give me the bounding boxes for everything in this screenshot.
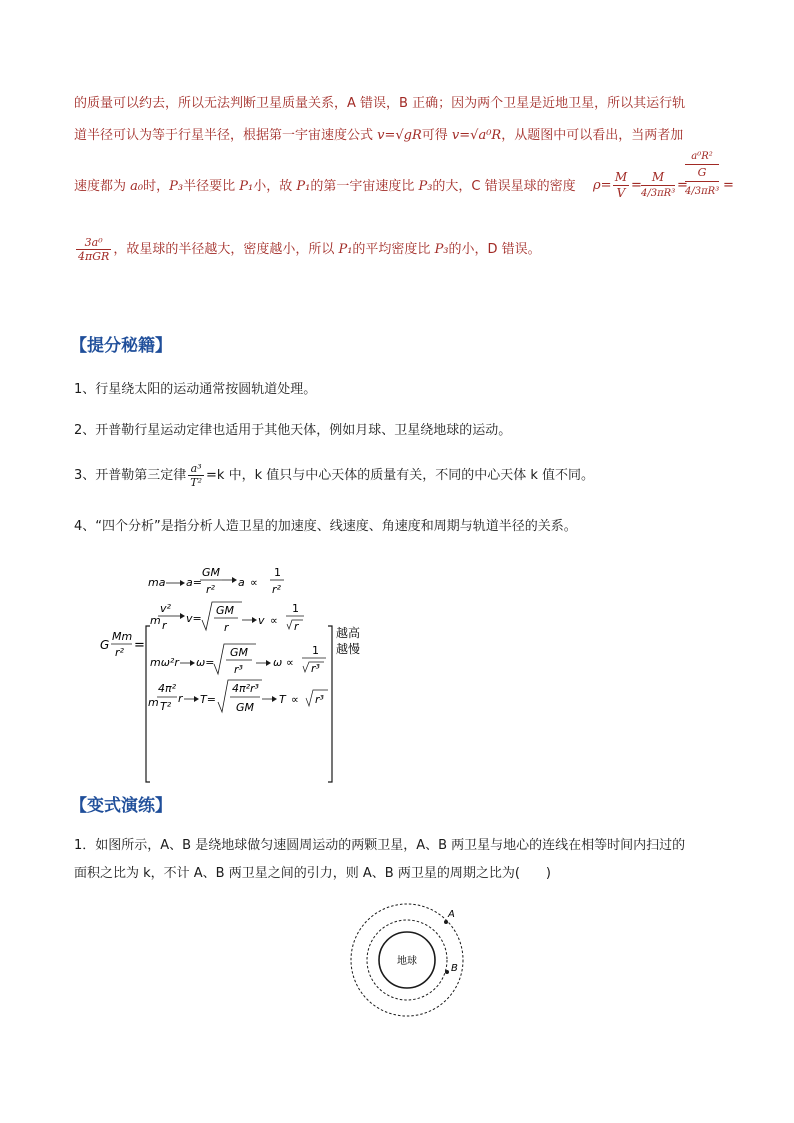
four-analysis-formula	[98, 560, 378, 785]
row-period	[148, 680, 328, 714]
svg-text:r³: r³	[234, 663, 243, 676]
svg-text:v: v	[258, 614, 265, 627]
right-bracket	[328, 626, 332, 782]
tip-item-3: 3、开普勒第三定律 $\frac{\text{a³}}{\text{T²}}$ =k 中，k 值只与中心天体的质量有关，不同的中心天体 k 值不同。	[74, 462, 595, 489]
lhs-den: r²	[115, 646, 124, 659]
svg-text:∝: ∝	[286, 656, 294, 669]
svg-text:GM: GM	[236, 701, 255, 714]
earth-label: 地球	[397, 956, 417, 967]
label-higher: 越高	[336, 626, 361, 640]
svg-text:4π²: 4π²	[158, 682, 177, 695]
svg-text:r³: r³	[315, 693, 324, 706]
row-velocity	[150, 602, 304, 634]
svg-text:v²: v²	[160, 602, 171, 615]
svg-text:r³: r³	[311, 662, 320, 675]
svg-text:m: m	[150, 614, 161, 627]
satellite-b-dot	[445, 970, 449, 974]
svg-text:T=: T=	[200, 693, 216, 706]
satellite-a-label: A	[448, 909, 455, 920]
svg-text:T²: T²	[160, 700, 172, 713]
svg-text:r: r	[224, 621, 229, 634]
section-title-tips: 【提分秘籍】	[70, 336, 172, 356]
svg-text:ω: ω	[273, 656, 283, 669]
svg-text:m: m	[148, 696, 159, 709]
svg-text:=: =	[134, 638, 145, 653]
svg-text:ω=: ω=	[196, 656, 215, 669]
solution-line-4: $\frac{\text{3a⁰}}{\text{4πGR}}$ ，故星球的半径越大，密度越小，所以 P₁的平均密度比 P₃的小，D 错误。	[78, 236, 541, 263]
svg-text:4π²r³: 4π²r³	[232, 682, 259, 695]
section-title-practice: 【变式演练】	[70, 796, 172, 816]
question-1-line-1: 1．如图所示，A、B 是绕地球做匀速圆周运动的两颗卫星，A、B 两卫星与地心的连线在相等时间内扫过的	[74, 838, 686, 853]
solution-line-1: 的质量可以约去，所以无法判断卫星质量关系，A 错误，B 正确；因为两个卫星是近地卫星，所以其运行轨	[74, 96, 686, 111]
tip-item-1: 1、行星绕太阳的运动通常按圆轨道处理。	[74, 382, 317, 397]
orbit-figure	[348, 896, 472, 1020]
density-frac-m-v: M V	[614, 170, 628, 200]
kepler-frac: $\frac{\text{a³}}{\text{T²}}$	[190, 462, 203, 489]
satellite-b-label: B	[451, 963, 458, 974]
svg-text:GM: GM	[216, 604, 235, 617]
svg-text:T: T	[279, 693, 286, 706]
tip-item-2: 2、开普勒行星运动定律也适用于其他天体，例如月球、卫星绕地球的运动。	[74, 423, 512, 438]
solution-line-2: 道半径可认为等于行星半径，根据第一宇宙速度公式 v=√gR可得 v=√a⁰R，从题图中可以看出，当两者加	[74, 128, 684, 143]
density-frac-m-volume: M 4/3πR³	[641, 170, 676, 199]
svg-text:∝: ∝	[291, 693, 299, 706]
row-acceleration	[148, 566, 284, 596]
svg-text:a=: a=	[186, 576, 202, 589]
label-slower: 越慢	[336, 642, 361, 656]
svg-text:ma: ma	[148, 576, 166, 589]
density-result-frac: $\frac{\text{3a⁰}}{\text{4πGR}}$	[78, 236, 110, 263]
svg-text:a: a	[238, 576, 245, 589]
svg-text:GM: GM	[230, 646, 249, 659]
lhs-g: G	[100, 638, 110, 652]
solution-line-3: 速度都为 a₀时，P₃半径要比 P₁小，故 P₁的第一宇宙速度比 P₃的大，C 错误星球的密度	[74, 179, 576, 194]
svg-text:GM: GM	[202, 566, 221, 579]
svg-text:1: 1	[274, 566, 281, 579]
velocity-formula-2: v=√a⁰R	[451, 128, 502, 143]
svg-text:mω²r: mω²r	[150, 656, 179, 669]
svg-text:r²: r²	[272, 583, 281, 596]
svg-text:r: r	[162, 619, 167, 632]
svg-text:r²: r²	[206, 583, 215, 596]
question-1-line-2: 面积之比为 k，不计 A、B 两卫星之间的引力，则 A、B 两卫星的周期之比为( )	[74, 866, 551, 881]
svg-text:1: 1	[312, 644, 319, 657]
row-angular-velocity	[150, 644, 326, 676]
svg-text:1: 1	[292, 602, 299, 615]
svg-text:r: r	[178, 692, 183, 705]
svg-text:r: r	[294, 620, 299, 633]
svg-text:∝: ∝	[250, 576, 258, 589]
svg-text:∝: ∝	[270, 614, 278, 627]
lhs-num: Mm	[112, 630, 133, 643]
density-rho: ρ=	[593, 178, 612, 193]
density-frac-compound: a⁰R² G 4/3πR³	[685, 151, 720, 197]
svg-text:v=: v=	[186, 612, 202, 625]
tip-item-4: 4、“四个分析”是指分析人造卫星的加速度、线速度、角速度和周期与轨道半径的关系。	[74, 519, 577, 534]
satellite-a-dot	[444, 920, 448, 924]
velocity-formula-1: v=√gR	[377, 128, 422, 143]
orbit-diagram	[348, 896, 472, 1020]
formula-graphic	[98, 560, 378, 785]
